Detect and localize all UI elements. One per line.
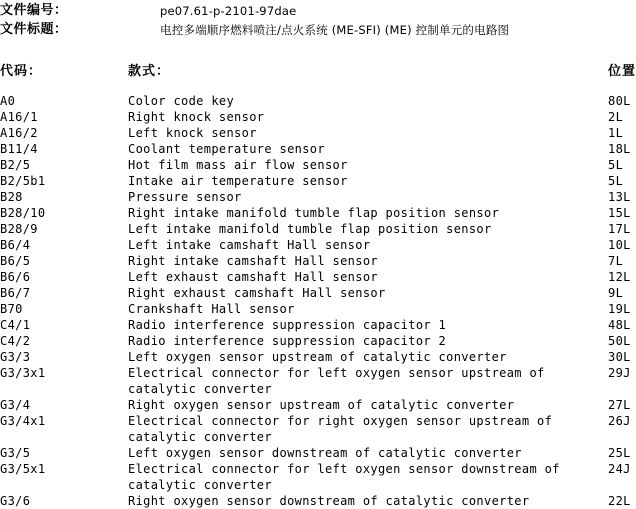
file-number-label: 文件编号： (0, 3, 68, 18)
table-row (0, 301, 630, 317)
row-code: G3/4 (0, 398, 31, 412)
row-code: B28/9 (0, 222, 38, 236)
row-location: 5L (608, 174, 624, 188)
table-row (0, 189, 630, 205)
row-code: B28/10 (0, 206, 46, 220)
row-code: G3/5x1 (0, 462, 46, 476)
row-location: 48L (608, 318, 631, 332)
table-row (0, 93, 630, 109)
row-code: G3/6 (0, 494, 31, 508)
row-code: G3/5 (0, 446, 31, 460)
table-row (0, 445, 630, 461)
row-model: Left exhaust camshaft Hall sensor (128, 270, 378, 284)
row-model: Hot film mass air flow sensor (128, 158, 348, 172)
file-title-label: 文件标题： (0, 22, 68, 37)
row-model: Electrical connector for right oxygen sensor upstream of catalytic converter (128, 414, 553, 444)
table-row (0, 285, 630, 301)
row-model: Crankshaft Hall sensor (128, 302, 295, 316)
table-row (0, 333, 630, 349)
row-model: Electrical connector for left oxygen sensor upstream of catalytic converter (128, 366, 545, 396)
table-row (0, 365, 630, 397)
table-row (0, 317, 630, 333)
column-header-code: 代码： (0, 64, 43, 79)
table-row (0, 253, 630, 269)
table-row (0, 205, 630, 221)
row-model: Left oxygen sensor downstream of catalytic converter (128, 446, 522, 460)
row-location: 24J (608, 462, 631, 476)
row-model: Right oxygen sensor upstream of catalytic converter (128, 398, 515, 412)
row-model: Intake air temperature sensor (128, 174, 348, 188)
row-code: A16/1 (0, 110, 38, 124)
row-code: C4/1 (0, 318, 31, 332)
row-model: Color code key (128, 94, 235, 108)
row-code: A0 (0, 94, 16, 108)
row-model: Right intake manifold tumble flap position sensor (128, 206, 500, 220)
row-model: Electrical connector for left oxygen sensor downstream of catalytic converter (128, 462, 560, 492)
file-number-value: pe07.61-p-2101-97dae (160, 4, 297, 18)
row-location: 10L (608, 238, 631, 252)
table-row (0, 109, 630, 125)
table-row (0, 461, 630, 493)
row-code: A16/2 (0, 126, 38, 140)
row-code: B6/4 (0, 238, 31, 252)
row-model: Right intake camshaft Hall sensor (128, 254, 378, 268)
row-code: B2/5 (0, 158, 31, 172)
row-model: Radio interference suppression capacitor 2 (128, 334, 447, 348)
row-code: C4/2 (0, 334, 31, 348)
row-model: Right knock sensor (128, 110, 265, 124)
row-model: Right exhaust camshaft Hall sensor (128, 286, 386, 300)
component-table (0, 93, 630, 509)
row-location: 9L (608, 286, 624, 300)
row-code: G3/4x1 (0, 414, 46, 428)
row-location: 1L (608, 126, 624, 140)
file-title-value: 电控多端顺序燃料喷注/点火系统 (ME-SFI) (ME) 控制单元的电路图 (160, 23, 510, 37)
row-code: B6/6 (0, 270, 31, 284)
table-row (0, 157, 630, 173)
table-row (0, 269, 630, 285)
table-row (0, 397, 630, 413)
row-model: Right oxygen sensor downstream of catalytic converter (128, 494, 530, 508)
row-code: G3/3 (0, 350, 31, 364)
row-code: B2/5b1 (0, 174, 46, 188)
row-location: 27L (608, 398, 631, 412)
table-row (0, 141, 630, 157)
row-code: B6/5 (0, 254, 31, 268)
table-row (0, 125, 630, 141)
row-model: Left intake camshaft Hall sensor (128, 238, 371, 252)
table-row (0, 173, 630, 189)
row-model: Left knock sensor (128, 126, 257, 140)
row-location: 50L (608, 334, 631, 348)
row-location: 80L (608, 94, 631, 108)
table-row (0, 237, 630, 253)
table-row (0, 349, 630, 365)
column-header-location: 位置 (608, 64, 636, 79)
row-location: 5L (608, 158, 624, 172)
table-row (0, 413, 630, 445)
row-location: 15L (608, 206, 631, 220)
row-location: 19L (608, 302, 631, 316)
row-location: 26J (608, 414, 631, 428)
row-model: Left intake manifold tumble flap position sensor (128, 222, 492, 236)
row-location: 29J (608, 366, 631, 380)
row-model: Left oxygen sensor upstream of catalytic converter (128, 350, 507, 364)
row-code: G3/3x1 (0, 366, 46, 380)
row-code: B70 (0, 302, 23, 316)
row-location: 2L (608, 110, 624, 124)
table-row (0, 493, 630, 509)
row-location: 30L (608, 350, 631, 364)
row-location: 13L (608, 190, 631, 204)
row-location: 17L (608, 222, 631, 236)
row-model: Radio interference suppression capacitor 1 (128, 318, 447, 332)
row-code: B11/4 (0, 142, 38, 156)
row-location: 7L (608, 254, 624, 268)
row-code: B6/7 (0, 286, 31, 300)
row-code: B28 (0, 190, 23, 204)
row-location: 18L (608, 142, 631, 156)
column-header-model: 款式： (128, 64, 171, 79)
row-model: Coolant temperature sensor (128, 142, 325, 156)
row-location: 25L (608, 446, 631, 460)
table-row (0, 221, 630, 237)
row-location: 12L (608, 270, 631, 284)
row-model: Pressure sensor (128, 190, 242, 204)
row-location: 22L (608, 494, 631, 508)
